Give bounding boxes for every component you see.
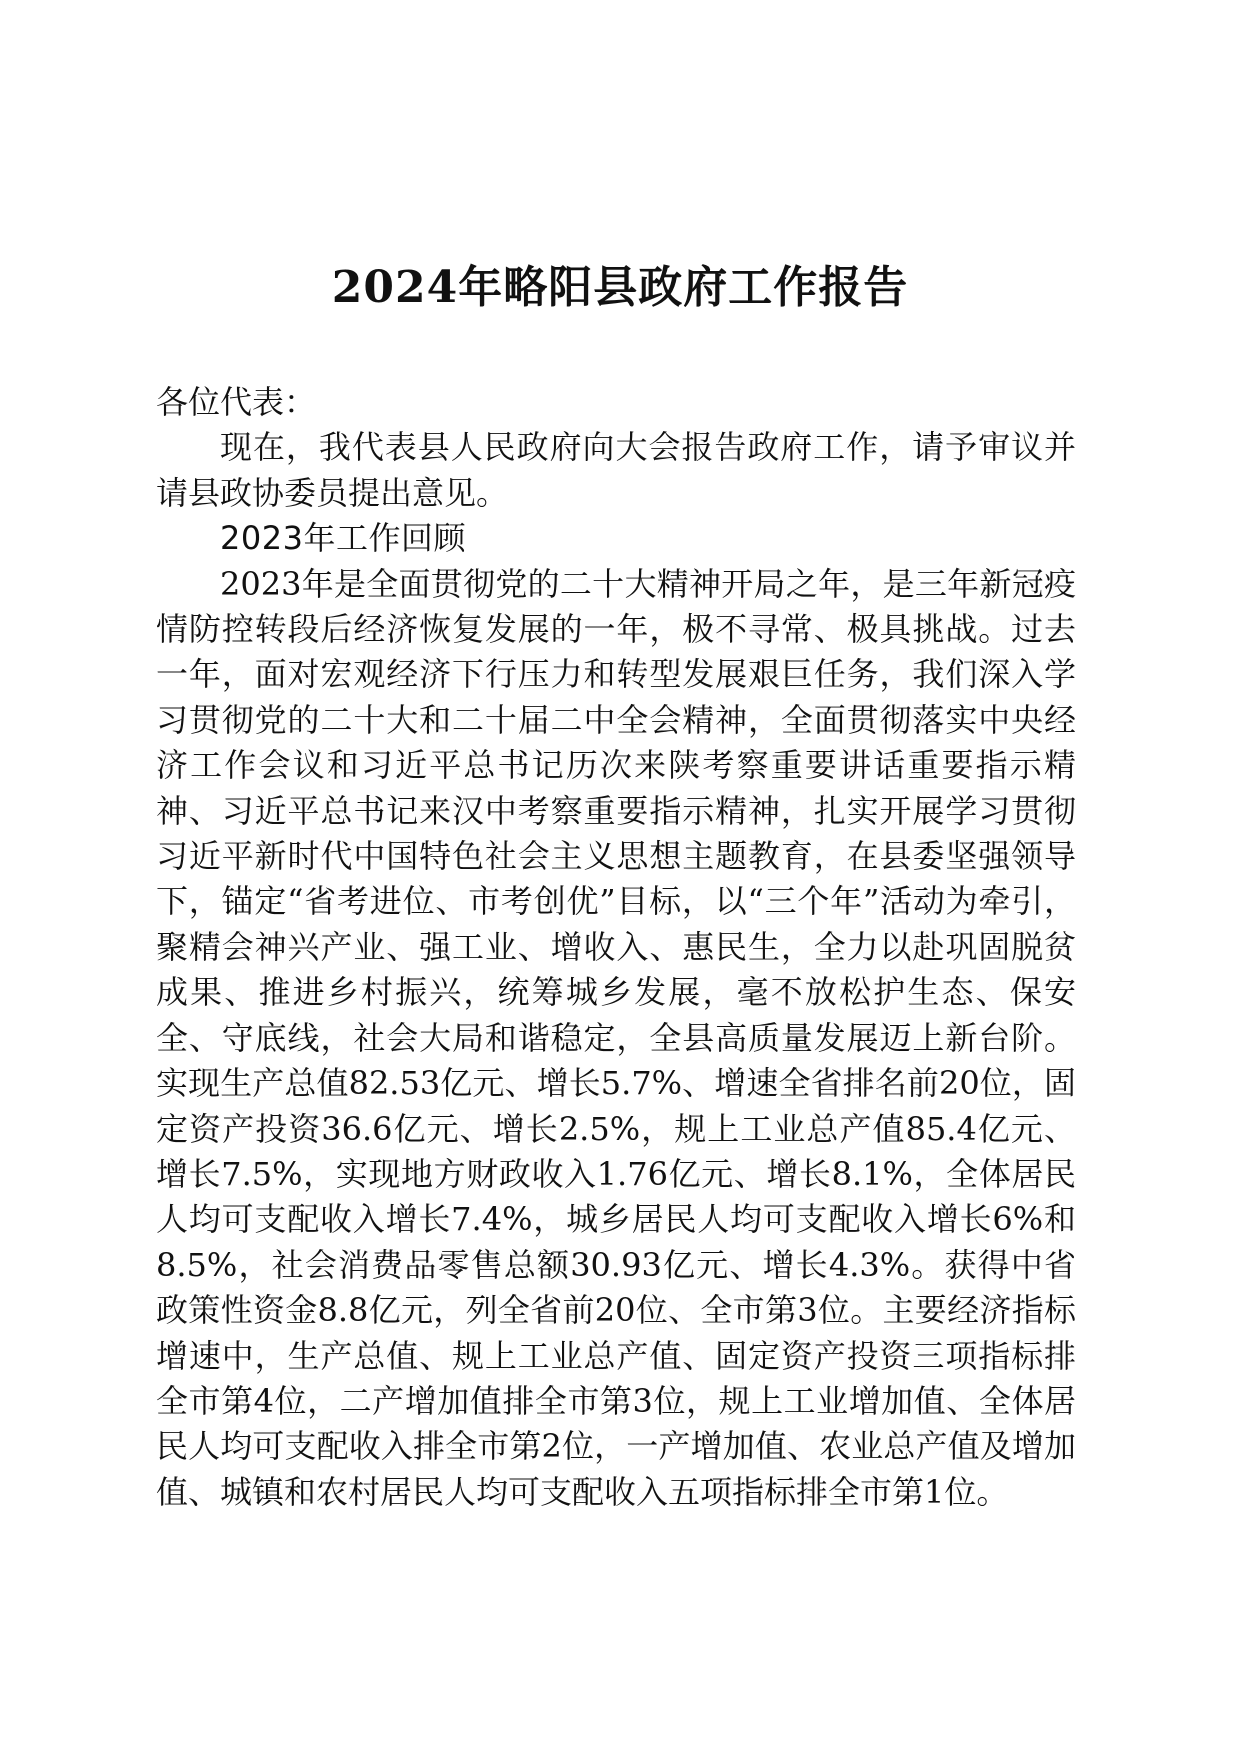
document-title: 2024年略阳县政府工作报告 (331, 262, 909, 313)
review-paragraph: 2023年是全面贯彻党的二十大精神开局之年，是三年新冠疫情防控转段后经济恢复发展的一年，极不寻常、极具挑战。过去一年，面对宏观经济下行压力和转型发展艰巨任务，我们深入学习贯彻党的二十大和二十届二中全会精神，全面贯彻落实中央经济工作会议和习近平总书记历次来陕考察重要讲话重要指示精神、习近平总书记来汉中考察重要指示精神，扎实开展学习贯彻习近平新时代中国特色社会主义思想主题教育，在县委坚强领导下，锚定“省考进位、市考创优”目标，以“三个年”活动为牵引，聚精会神兴产业、强工业、增收入、惠民生，全力以赴巩固脱贫成果、推进乡村振兴，统筹城乡发展，毫不放松护生态、保安全、守底线，社会大局和谐稳定，全县高质量发展迈上新台阶。实现生产总值82.53亿元、增长5.7%、增速全省排名前20位，固定资产投资36.6亿元、增长2.5%，规上工业总产值85.4亿元、增长7.5%，实现地方财政收入1.76亿元、增长8.1%，全体居民人均可支配收入增长7.4%，城乡居民人均可支配收入增长6%和8.5%，社会消费品零售总额30.93亿元、增长4.3%。获得中省政策性资金8.8亿元，列全省前20位、全市第3位。主要经济指标增速中，生产总值、规上工业总产值、固定资产投资三项指标排全市第4位，二产增加值排全市第3位，规上工业增加值、全体居民人均可支配收入排全市第2位，一产增加值、农业总产值及增加值、城镇和农村居民人均可支配收入五项指标排全市第1位。 (156, 564, 1076, 1511)
opening-paragraph: 现在，我代表县人民政府向大会报告政府工作，请予审议并请县政协委员提出意见。 (156, 428, 1076, 512)
section-heading: 2023年工作回顾 (220, 519, 466, 558)
document-body (156, 380, 1076, 1515)
salutation: 各位代表： (156, 383, 317, 421)
